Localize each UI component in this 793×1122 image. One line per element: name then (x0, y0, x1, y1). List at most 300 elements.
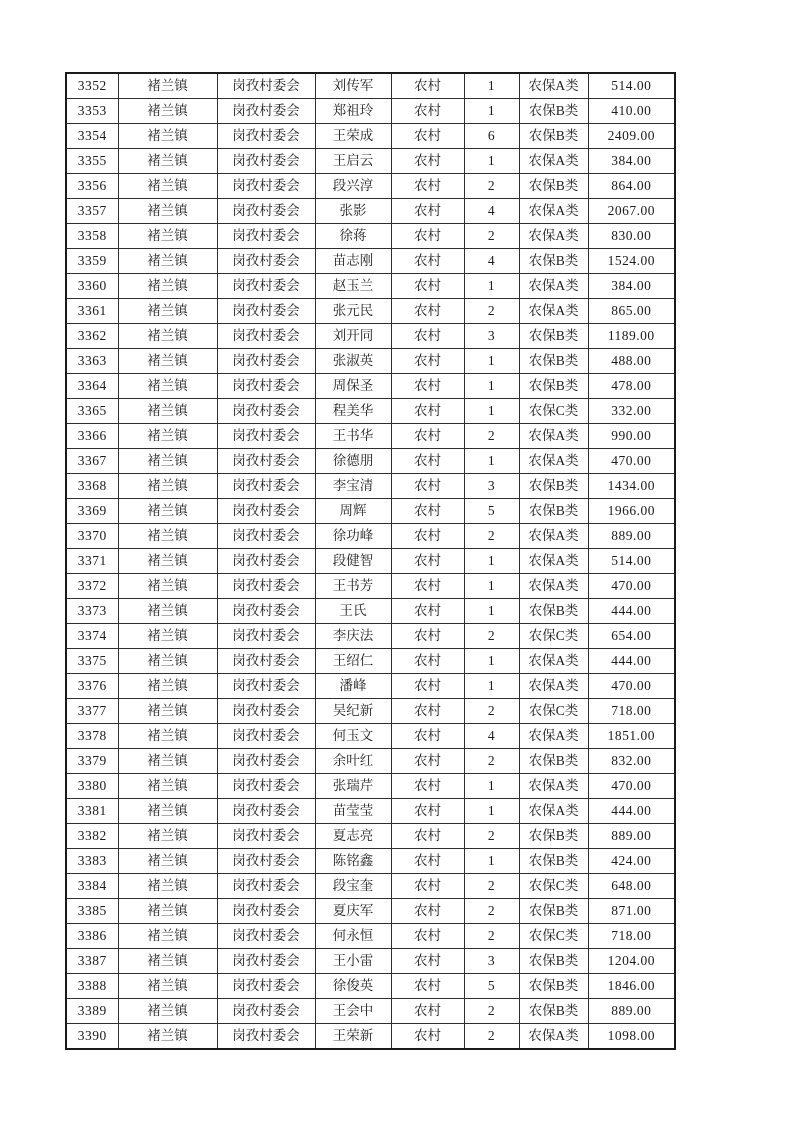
residence-type-cell: 农村 (391, 73, 464, 99)
village-cell: 岗孜村委会 (217, 999, 315, 1024)
amount-cell: 332.00 (588, 399, 675, 424)
insurance-category-cell: 农保A类 (519, 799, 588, 824)
person-name-cell: 张影 (315, 199, 391, 224)
seq-cell: 3368 (66, 474, 118, 499)
table-row (66, 949, 675, 974)
residence-type-cell: 农村 (391, 974, 464, 999)
person-count-cell: 2 (464, 174, 519, 199)
amount-cell: 889.00 (588, 524, 675, 549)
residence-type-cell: 农村 (391, 424, 464, 449)
person-name-cell: 赵玉兰 (315, 274, 391, 299)
person-name-cell: 王荣成 (315, 124, 391, 149)
table-row (66, 224, 675, 249)
person-count-cell: 2 (464, 624, 519, 649)
seq-cell: 3381 (66, 799, 118, 824)
table-row (66, 899, 675, 924)
town-cell: 褚兰镇 (118, 349, 217, 374)
payment-table-body (66, 73, 675, 1049)
amount-cell: 1846.00 (588, 974, 675, 999)
person-count-cell: 1 (464, 649, 519, 674)
person-count-cell: 4 (464, 724, 519, 749)
table-row (66, 149, 675, 174)
village-cell: 岗孜村委会 (217, 99, 315, 124)
insurance-category-cell: 农保B类 (519, 499, 588, 524)
person-name-cell: 苗志刚 (315, 249, 391, 274)
town-cell: 褚兰镇 (118, 749, 217, 774)
table-row (66, 73, 675, 99)
table-row (66, 574, 675, 599)
amount-cell: 424.00 (588, 849, 675, 874)
table-row (66, 824, 675, 849)
town-cell: 褚兰镇 (118, 949, 217, 974)
payment-table (65, 72, 676, 1050)
village-cell: 岗孜村委会 (217, 949, 315, 974)
seq-cell: 3367 (66, 449, 118, 474)
residence-type-cell: 农村 (391, 999, 464, 1024)
table-row (66, 849, 675, 874)
insurance-category-cell: 农保A类 (519, 199, 588, 224)
town-cell: 褚兰镇 (118, 699, 217, 724)
person-count-cell: 3 (464, 949, 519, 974)
residence-type-cell: 农村 (391, 274, 464, 299)
seq-cell: 3390 (66, 1024, 118, 1050)
person-count-cell: 1 (464, 73, 519, 99)
person-name-cell: 王书芳 (315, 574, 391, 599)
insurance-category-cell: 农保B类 (519, 374, 588, 399)
person-count-cell: 2 (464, 899, 519, 924)
insurance-category-cell: 农保A类 (519, 149, 588, 174)
person-count-cell: 2 (464, 424, 519, 449)
insurance-category-cell: 农保B类 (519, 474, 588, 499)
village-cell: 岗孜村委会 (217, 449, 315, 474)
village-cell: 岗孜村委会 (217, 124, 315, 149)
table-row (66, 449, 675, 474)
person-count-cell: 2 (464, 299, 519, 324)
residence-type-cell: 农村 (391, 399, 464, 424)
amount-cell: 470.00 (588, 774, 675, 799)
table-row (66, 174, 675, 199)
person-name-cell: 苗莹莹 (315, 799, 391, 824)
amount-cell: 1851.00 (588, 724, 675, 749)
seq-cell: 3386 (66, 924, 118, 949)
table-row (66, 474, 675, 499)
village-cell: 岗孜村委会 (217, 849, 315, 874)
person-name-cell: 王绍仁 (315, 649, 391, 674)
person-count-cell: 1 (464, 349, 519, 374)
village-cell: 岗孜村委会 (217, 399, 315, 424)
town-cell: 褚兰镇 (118, 249, 217, 274)
seq-cell: 3378 (66, 724, 118, 749)
village-cell: 岗孜村委会 (217, 649, 315, 674)
table-row (66, 499, 675, 524)
residence-type-cell: 农村 (391, 849, 464, 874)
village-cell: 岗孜村委会 (217, 249, 315, 274)
amount-cell: 1966.00 (588, 499, 675, 524)
table-row (66, 874, 675, 899)
insurance-category-cell: 农保B类 (519, 949, 588, 974)
table-row (66, 599, 675, 624)
person-name-cell: 刘传军 (315, 73, 391, 99)
seq-cell: 3366 (66, 424, 118, 449)
person-count-cell: 1 (464, 674, 519, 699)
residence-type-cell: 农村 (391, 149, 464, 174)
table-row (66, 299, 675, 324)
person-name-cell: 王会中 (315, 999, 391, 1024)
table-row (66, 399, 675, 424)
residence-type-cell: 农村 (391, 199, 464, 224)
person-name-cell: 张瑞芹 (315, 774, 391, 799)
table-row (66, 724, 675, 749)
insurance-category-cell: 农保A类 (519, 299, 588, 324)
town-cell: 褚兰镇 (118, 449, 217, 474)
person-count-cell: 2 (464, 224, 519, 249)
person-count-cell: 3 (464, 324, 519, 349)
person-count-cell: 2 (464, 924, 519, 949)
residence-type-cell: 农村 (391, 499, 464, 524)
amount-cell: 1434.00 (588, 474, 675, 499)
person-count-cell: 1 (464, 374, 519, 399)
person-count-cell: 2 (464, 524, 519, 549)
town-cell: 褚兰镇 (118, 149, 217, 174)
residence-type-cell: 农村 (391, 349, 464, 374)
village-cell: 岗孜村委会 (217, 324, 315, 349)
amount-cell: 444.00 (588, 649, 675, 674)
seq-cell: 3383 (66, 849, 118, 874)
village-cell: 岗孜村委会 (217, 574, 315, 599)
village-cell: 岗孜村委会 (217, 599, 315, 624)
town-cell: 褚兰镇 (118, 824, 217, 849)
amount-cell: 889.00 (588, 999, 675, 1024)
town-cell: 褚兰镇 (118, 324, 217, 349)
seq-cell: 3352 (66, 73, 118, 99)
insurance-category-cell: 农保B类 (519, 174, 588, 199)
town-cell: 褚兰镇 (118, 999, 217, 1024)
village-cell: 岗孜村委会 (217, 274, 315, 299)
town-cell: 褚兰镇 (118, 474, 217, 499)
insurance-category-cell: 农保C类 (519, 874, 588, 899)
table-row (66, 699, 675, 724)
person-name-cell: 余叶红 (315, 749, 391, 774)
table-row (66, 99, 675, 124)
table-row (66, 274, 675, 299)
town-cell: 褚兰镇 (118, 73, 217, 99)
insurance-category-cell: 农保B类 (519, 249, 588, 274)
seq-cell: 3387 (66, 949, 118, 974)
seq-cell: 3379 (66, 749, 118, 774)
town-cell: 褚兰镇 (118, 574, 217, 599)
seq-cell: 3376 (66, 674, 118, 699)
village-cell: 岗孜村委会 (217, 224, 315, 249)
amount-cell: 832.00 (588, 749, 675, 774)
village-cell: 岗孜村委会 (217, 374, 315, 399)
insurance-category-cell: 农保A类 (519, 449, 588, 474)
town-cell: 褚兰镇 (118, 899, 217, 924)
town-cell: 褚兰镇 (118, 299, 217, 324)
person-name-cell: 陈铭鑫 (315, 849, 391, 874)
amount-cell: 410.00 (588, 99, 675, 124)
residence-type-cell: 农村 (391, 124, 464, 149)
person-name-cell: 徐德朋 (315, 449, 391, 474)
person-name-cell: 王启云 (315, 149, 391, 174)
town-cell: 褚兰镇 (118, 874, 217, 899)
seq-cell: 3388 (66, 974, 118, 999)
person-name-cell: 张元民 (315, 299, 391, 324)
town-cell: 褚兰镇 (118, 224, 217, 249)
seq-cell: 3353 (66, 99, 118, 124)
amount-cell: 864.00 (588, 174, 675, 199)
town-cell: 褚兰镇 (118, 649, 217, 674)
village-cell: 岗孜村委会 (217, 73, 315, 99)
town-cell: 褚兰镇 (118, 674, 217, 699)
person-name-cell: 夏志亮 (315, 824, 391, 849)
table-row (66, 549, 675, 574)
person-count-cell: 2 (464, 749, 519, 774)
residence-type-cell: 农村 (391, 874, 464, 899)
seq-cell: 3374 (66, 624, 118, 649)
village-cell: 岗孜村委会 (217, 974, 315, 999)
residence-type-cell: 农村 (391, 249, 464, 274)
amount-cell: 718.00 (588, 699, 675, 724)
seq-cell: 3377 (66, 699, 118, 724)
village-cell: 岗孜村委会 (217, 424, 315, 449)
village-cell: 岗孜村委会 (217, 299, 315, 324)
seq-cell: 3354 (66, 124, 118, 149)
residence-type-cell: 农村 (391, 524, 464, 549)
town-cell: 褚兰镇 (118, 974, 217, 999)
person-name-cell: 周辉 (315, 499, 391, 524)
seq-cell: 3384 (66, 874, 118, 899)
seq-cell: 3361 (66, 299, 118, 324)
residence-type-cell: 农村 (391, 324, 464, 349)
amount-cell: 2067.00 (588, 199, 675, 224)
residence-type-cell: 农村 (391, 924, 464, 949)
table-row (66, 349, 675, 374)
residence-type-cell: 农村 (391, 474, 464, 499)
town-cell: 褚兰镇 (118, 499, 217, 524)
insurance-category-cell: 农保B类 (519, 124, 588, 149)
residence-type-cell: 农村 (391, 299, 464, 324)
insurance-category-cell: 农保A类 (519, 674, 588, 699)
insurance-category-cell: 农保C类 (519, 399, 588, 424)
person-count-cell: 2 (464, 1024, 519, 1050)
table-row (66, 799, 675, 824)
person-count-cell: 1 (464, 849, 519, 874)
seq-cell: 3365 (66, 399, 118, 424)
residence-type-cell: 农村 (391, 899, 464, 924)
person-name-cell: 张淑英 (315, 349, 391, 374)
amount-cell: 718.00 (588, 924, 675, 949)
table-row (66, 424, 675, 449)
amount-cell: 1204.00 (588, 949, 675, 974)
seq-cell: 3369 (66, 499, 118, 524)
table-row (66, 124, 675, 149)
residence-type-cell: 农村 (391, 374, 464, 399)
table-row (66, 674, 675, 699)
person-count-cell: 1 (464, 774, 519, 799)
seq-cell: 3385 (66, 899, 118, 924)
person-count-cell: 1 (464, 274, 519, 299)
table-row (66, 249, 675, 274)
residence-type-cell: 农村 (391, 99, 464, 124)
insurance-category-cell: 农保C类 (519, 924, 588, 949)
seq-cell: 3373 (66, 599, 118, 624)
person-count-cell: 2 (464, 699, 519, 724)
insurance-category-cell: 农保B类 (519, 999, 588, 1024)
village-cell: 岗孜村委会 (217, 874, 315, 899)
person-name-cell: 王书华 (315, 424, 391, 449)
amount-cell: 654.00 (588, 624, 675, 649)
amount-cell: 889.00 (588, 824, 675, 849)
person-name-cell: 徐功峰 (315, 524, 391, 549)
amount-cell: 470.00 (588, 674, 675, 699)
residence-type-cell: 农村 (391, 774, 464, 799)
amount-cell: 478.00 (588, 374, 675, 399)
person-count-cell: 1 (464, 149, 519, 174)
insurance-category-cell: 农保B类 (519, 849, 588, 874)
person-name-cell: 潘峰 (315, 674, 391, 699)
insurance-category-cell: 农保A类 (519, 524, 588, 549)
residence-type-cell: 农村 (391, 599, 464, 624)
person-count-cell: 2 (464, 999, 519, 1024)
residence-type-cell: 农村 (391, 749, 464, 774)
town-cell: 褚兰镇 (118, 549, 217, 574)
village-cell: 岗孜村委会 (217, 499, 315, 524)
insurance-category-cell: 农保B类 (519, 324, 588, 349)
insurance-category-cell: 农保A类 (519, 549, 588, 574)
seq-cell: 3364 (66, 374, 118, 399)
seq-cell: 3357 (66, 199, 118, 224)
residence-type-cell: 农村 (391, 649, 464, 674)
town-cell: 褚兰镇 (118, 274, 217, 299)
insurance-category-cell: 农保A类 (519, 224, 588, 249)
person-count-cell: 4 (464, 199, 519, 224)
person-count-cell: 1 (464, 399, 519, 424)
town-cell: 褚兰镇 (118, 399, 217, 424)
person-name-cell: 吴纪新 (315, 699, 391, 724)
amount-cell: 444.00 (588, 599, 675, 624)
town-cell: 褚兰镇 (118, 799, 217, 824)
seq-cell: 3356 (66, 174, 118, 199)
seq-cell: 3372 (66, 574, 118, 599)
town-cell: 褚兰镇 (118, 374, 217, 399)
amount-cell: 470.00 (588, 449, 675, 474)
village-cell: 岗孜村委会 (217, 1024, 315, 1050)
insurance-category-cell: 农保C类 (519, 624, 588, 649)
person-count-cell: 1 (464, 574, 519, 599)
residence-type-cell: 农村 (391, 824, 464, 849)
person-name-cell: 何永恒 (315, 924, 391, 949)
village-cell: 岗孜村委会 (217, 699, 315, 724)
town-cell: 褚兰镇 (118, 724, 217, 749)
person-name-cell: 王荣新 (315, 1024, 391, 1050)
table-row (66, 974, 675, 999)
insurance-category-cell: 农保B类 (519, 99, 588, 124)
person-count-cell: 2 (464, 824, 519, 849)
residence-type-cell: 农村 (391, 724, 464, 749)
seq-cell: 3370 (66, 524, 118, 549)
seq-cell: 3363 (66, 349, 118, 374)
town-cell: 褚兰镇 (118, 524, 217, 549)
residence-type-cell: 农村 (391, 574, 464, 599)
person-name-cell: 郑祖玲 (315, 99, 391, 124)
person-name-cell: 王小雷 (315, 949, 391, 974)
amount-cell: 990.00 (588, 424, 675, 449)
person-name-cell: 周保圣 (315, 374, 391, 399)
amount-cell: 384.00 (588, 274, 675, 299)
person-name-cell: 徐蒋 (315, 224, 391, 249)
insurance-category-cell: 农保B类 (519, 749, 588, 774)
amount-cell: 2409.00 (588, 124, 675, 149)
village-cell: 岗孜村委会 (217, 724, 315, 749)
village-cell: 岗孜村委会 (217, 624, 315, 649)
seq-cell: 3360 (66, 274, 118, 299)
seq-cell: 3380 (66, 774, 118, 799)
seq-cell: 3371 (66, 549, 118, 574)
village-cell: 岗孜村委会 (217, 549, 315, 574)
town-cell: 褚兰镇 (118, 124, 217, 149)
amount-cell: 871.00 (588, 899, 675, 924)
amount-cell: 1524.00 (588, 249, 675, 274)
table-row (66, 924, 675, 949)
seq-cell: 3362 (66, 324, 118, 349)
town-cell: 褚兰镇 (118, 624, 217, 649)
table-row (66, 199, 675, 224)
table-row (66, 524, 675, 549)
town-cell: 褚兰镇 (118, 774, 217, 799)
village-cell: 岗孜村委会 (217, 474, 315, 499)
person-name-cell: 李庆法 (315, 624, 391, 649)
insurance-category-cell: 农保B类 (519, 824, 588, 849)
person-name-cell: 徐俊英 (315, 974, 391, 999)
person-count-cell: 5 (464, 974, 519, 999)
amount-cell: 830.00 (588, 224, 675, 249)
insurance-category-cell: 农保A类 (519, 649, 588, 674)
amount-cell: 514.00 (588, 549, 675, 574)
insurance-category-cell: 农保A类 (519, 724, 588, 749)
person-count-cell: 1 (464, 599, 519, 624)
person-name-cell: 夏庆军 (315, 899, 391, 924)
insurance-category-cell: 农保A类 (519, 1024, 588, 1050)
amount-cell: 1189.00 (588, 324, 675, 349)
village-cell: 岗孜村委会 (217, 349, 315, 374)
village-cell: 岗孜村委会 (217, 674, 315, 699)
person-count-cell: 1 (464, 99, 519, 124)
village-cell: 岗孜村委会 (217, 749, 315, 774)
residence-type-cell: 农村 (391, 799, 464, 824)
person-count-cell: 3 (464, 474, 519, 499)
table-row (66, 649, 675, 674)
person-name-cell: 李宝清 (315, 474, 391, 499)
village-cell: 岗孜村委会 (217, 824, 315, 849)
insurance-category-cell: 农保A类 (519, 424, 588, 449)
residence-type-cell: 农村 (391, 449, 464, 474)
seq-cell: 3358 (66, 224, 118, 249)
table-row (66, 774, 675, 799)
amount-cell: 444.00 (588, 799, 675, 824)
person-count-cell: 1 (464, 549, 519, 574)
insurance-category-cell: 农保A类 (519, 274, 588, 299)
residence-type-cell: 农村 (391, 699, 464, 724)
person-name-cell: 何玉文 (315, 724, 391, 749)
person-name-cell: 段兴淳 (315, 174, 391, 199)
village-cell: 岗孜村委会 (217, 799, 315, 824)
amount-cell: 648.00 (588, 874, 675, 899)
person-count-cell: 1 (464, 449, 519, 474)
town-cell: 褚兰镇 (118, 1024, 217, 1050)
residence-type-cell: 农村 (391, 1024, 464, 1050)
person-count-cell: 5 (464, 499, 519, 524)
person-name-cell: 刘开同 (315, 324, 391, 349)
